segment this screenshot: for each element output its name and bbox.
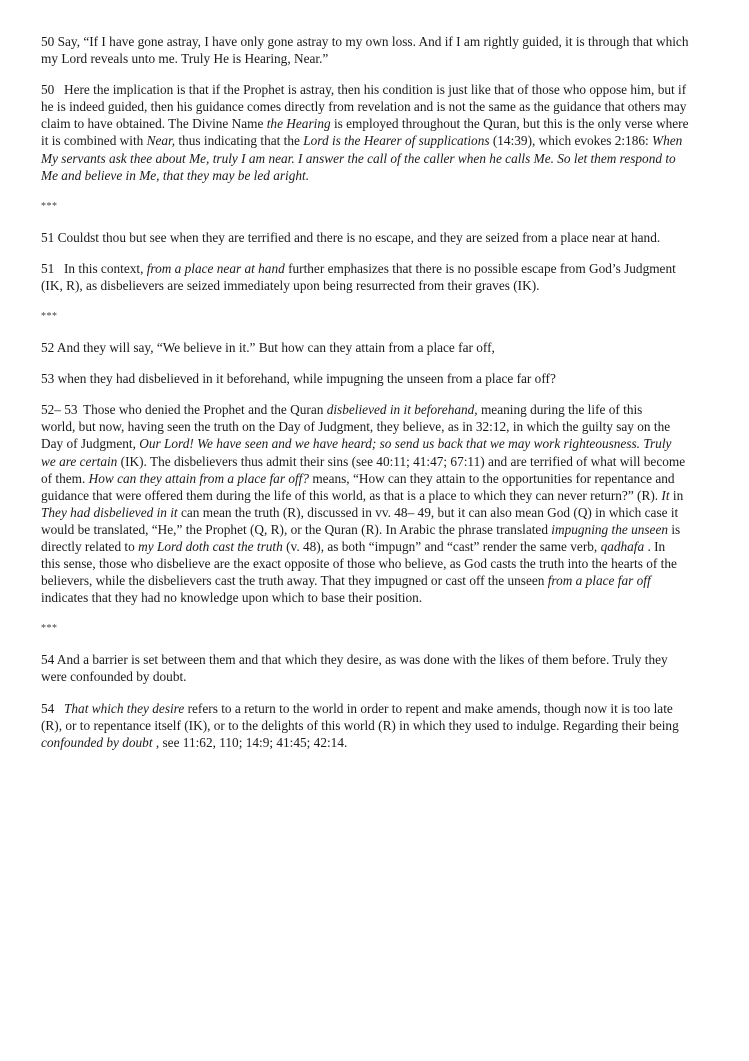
text-run: 51 Couldst thou but see when they are terrified and there is no escape, and they are seized from a place near at hand. [41,229,661,245]
text-line [41,572,709,589]
commentary-number: 50 [41,82,55,98]
commentary-paragraph [41,401,709,606]
text-run: were confounded by doubt. [41,669,187,685]
text-run: world, but now, having seen the truth on the Day of Judgment, they believe, as in 32:12, in which the guilty say on the [41,419,671,435]
text-run: (14:39), which evokes 2:186: [489,133,653,149]
text-run: guidance that were offered them during the life of this world, as that is a place to which they can never return?” (R). [41,487,662,503]
italic-text: confounded by doubt [41,734,153,750]
section-separator: *** [41,200,58,212]
text-line [41,435,709,452]
text-line [41,150,709,167]
italic-text: my Lord doth cast the truth [138,538,283,554]
text-line [41,538,709,555]
text-line [41,115,709,132]
italic-text: the Hearing [266,116,331,132]
text-line [41,734,709,751]
italic-text: They had disbelieved in it [41,504,178,520]
commentary-number: 52– 53 [41,402,78,418]
verse-paragraph [41,651,709,685]
verse-paragraph [41,229,709,246]
text-run: thus indicating that the [175,133,304,149]
text-line [41,700,709,717]
text-line [41,555,709,572]
commentary-paragraph [41,81,709,184]
text-run: 53 when they had disbelieved in it beforehand, while impugning the unseen from a place far off? [41,371,556,387]
italic-text: That which they desire [64,700,185,716]
italic-text: impugning the unseen [551,521,668,537]
text-run: can mean the truth (R), discussed in vv. 48– 49, but it can also mean God (Q) in which case it [177,504,679,520]
text-run: claim to have obtained. The Divine Name [41,116,267,132]
text-run: , see 11:62, 110; 14:9; 41:45; 42:14. [152,734,348,750]
italic-text: It [661,487,670,503]
text-run: refers to a return to the world in order to repent and make amends, though now it is too late [184,700,673,716]
text-line [41,81,709,98]
text-run: of them. [41,470,89,486]
text-line [41,521,709,538]
italic-text: from a place near at hand [146,260,285,276]
commentary-number: 51 [41,260,55,276]
text-run: In this context, [64,260,147,276]
text-line [41,370,709,387]
italic-text: My servants ask thee about Me, truly I am near. I answer the call of the caller when he calls Me. So let them respond to [41,150,676,166]
text-run: directly related to [41,538,139,554]
text-run: Those who denied the Prophet and the Quran [83,402,327,418]
text-run: (IK, R), as disbelievers are seized immediately upon being resurrected from their graves (IK). [41,277,540,293]
text-run: this sense, those who disbelieve are the exact opposite of those who believe, as God casts the truth into the hearts of the [41,556,677,572]
italic-text: from a place far off [547,573,651,589]
text-run: my Lord reveals unto me. Truly He is Hearing, Near.” [41,51,329,67]
commentary-number: 54 [41,700,55,716]
text-line [41,418,709,435]
italic-text: we are certain [41,453,118,469]
text-run: is employed throughout the Quran, but this is the only verse where [330,116,689,132]
text-run: Here the implication is that if the Prophet is astray, then his condition is just like that of those who oppose him, but if [64,82,687,98]
text-run: (IK). The disbelievers thus admit their sins (see 40:11; 41:47; 67:11) and are terrified of what will become [117,453,686,469]
italic-text: Me and believe in Me, that they may be led aright. [41,167,310,183]
text-line [41,589,709,606]
text-run: would be translated, “He,” the Prophet (Q, R), or the Quran (R). In Arabic the phrase translated [41,521,552,537]
text-line [41,229,709,246]
text-run: believers, while the disbelievers cast the truth away. That they impugned or cast off the unseen [41,573,548,589]
text-run: further emphasizes that there is no possible escape from God’s Judgment [284,260,676,276]
text-run: (R), or to repentance itself (IK), or to the delights of this world (R) in which they used to indulge. Regarding their being [41,717,679,733]
text-line [41,401,709,418]
text-run: means, “How can they attain to the opportunities for repentance and [309,470,675,486]
text-line [41,277,709,294]
text-line [41,717,709,734]
text-line [41,167,709,184]
text-line [41,132,709,149]
text-run: indicates that they had no knowledge upon which to base their position. [41,590,423,606]
verse-paragraph [41,370,709,387]
text-line [41,339,709,356]
text-run: (v. 48), as both “impugn” and “cast” render the same verb, [282,538,601,554]
text-line [41,504,709,521]
text-run: it is combined with [41,133,147,149]
text-line [41,453,709,470]
verse-paragraph [41,339,709,356]
text-run: in [669,487,684,503]
text-line [41,651,709,668]
italic-text: When [652,133,683,149]
commentary-paragraph [41,260,709,294]
verse-paragraph [41,33,709,67]
section-separator: *** [41,311,58,323]
text-run: he is indeed guided, then his guidance comes directly from revelation and is not the same as the guidance that others may [41,99,687,115]
text-line [41,260,709,277]
text-run: 50 Say, “If I have gone astray, I have only gone astray to my own loss. And if I am rightly guided, it is through that which [41,34,689,49]
italic-text: qadhafa [600,538,645,554]
text-run: Day of Judgment, [41,436,140,452]
italic-text: Our Lord! We have seen and we have heard; so send us back that we may work righteousness. Truly [139,436,672,452]
text-run: is [668,521,681,537]
italic-text: disbelieved in it beforehand, [326,402,478,418]
text-run: 54 And a barrier is set between them and that which they desire, as was done with the likes of them before. Truly they [41,652,668,668]
text-line [41,487,709,504]
italic-text: Lord is the Hearer of supplications [303,133,490,149]
italic-text: How can they attain from a place far off? [88,470,309,486]
commentary-paragraph [41,700,709,751]
text-line [41,50,709,67]
text-line [41,668,709,685]
text-run: . In [644,538,666,554]
italic-text: Near, [146,133,176,149]
text-run: 52 And they will say, “We believe in it.” But how can they attain from a place far off, [41,340,495,356]
section-separator: *** [41,623,58,635]
document-page [41,33,709,765]
text-line [41,33,709,50]
text-run: meaning during the life of this [477,402,643,418]
text-line [41,470,709,487]
text-line [41,98,709,115]
